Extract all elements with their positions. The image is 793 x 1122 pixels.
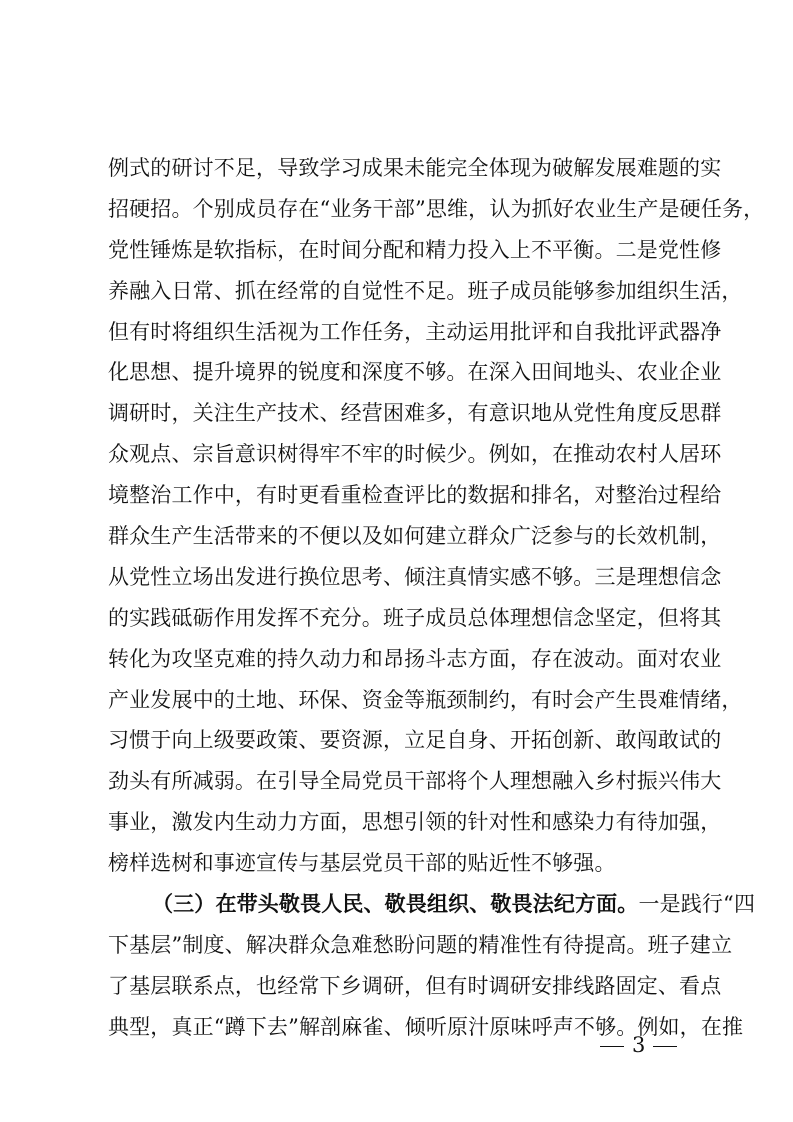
document-body bbox=[108, 148, 765, 1048]
page-number bbox=[600, 1033, 677, 1057]
body-line-18: 榜样选树和事迹宣传与基层党员干部的贴近性不够强。 bbox=[108, 851, 616, 876]
body-line-12: 的实践砥砺作用发挥不充分。班子成员总体理想信念坚定，但将其 bbox=[108, 605, 722, 630]
section-line-4: 典型，真正“蹲下去”解剖麻雀、倾听原汁原味呼声不够。例如，在推 bbox=[108, 1014, 744, 1039]
body-line-3: 党性锤炼是软指标，在时间分配和精力投入上不平衡。二是党性修 bbox=[108, 237, 722, 262]
body-line-6: 化思想、提升境界的锐度和深度不够。在深入田间地头、农业企业 bbox=[108, 360, 722, 385]
section-heading: （三）在带头敬畏人民、敬畏组织、敬畏法纪方面。 bbox=[152, 891, 639, 917]
body-line-10: 群众生产生活带来的不便以及如何建立群众广泛参与的长效机制， bbox=[108, 524, 722, 549]
body-line-15: 习惯于向上级要政策、要资源，立足自身、开拓创新、敢闯敢试的 bbox=[108, 728, 722, 753]
body-line-16: 劲头有所减弱。在引导全局党员干部将个人理想融入乡村振兴伟大 bbox=[108, 769, 722, 794]
body-line-13: 转化为攻坚克难的持久动力和昂扬斗志方面，存在波动。面对农业 bbox=[108, 646, 722, 671]
section-line-2: 下基层”制度、解决群众急难愁盼问题的精准性有待提高。班子建立 bbox=[108, 932, 733, 957]
body-line-11: 从党性立场出发进行换位思考、倾注真情实感不够。三是理想信念 bbox=[108, 564, 722, 589]
body-line-17: 事业，激发内生动力方面，思想引领的针对性和感染力有待加强， bbox=[108, 810, 722, 835]
section-line-1: 一是践行“四 bbox=[638, 892, 756, 917]
body-line-2: 招硬招。个别成员存在“业务干部”思维，认为抓好农业生产是硬任务， bbox=[108, 196, 765, 221]
body-line-9: 境整治工作中，有时更看重检查评比的数据和排名，对整治过程给 bbox=[108, 483, 722, 508]
section-first-line bbox=[108, 884, 756, 925]
right-dash bbox=[653, 1046, 677, 1048]
body-line-4: 养融入日常、抓在经常的自觉性不足。班子成员能够参加组织生活， bbox=[108, 278, 743, 303]
section-line-3: 了基层联系点，也经常下乡调研，但有时调研安排线路固定、看点 bbox=[108, 973, 722, 998]
body-line-8: 众观点、宗旨意识树得牢不牢的时候少。例如，在推动农村人居环 bbox=[108, 442, 722, 467]
body-line-7: 调研时，关注生产技术、经营困难多，有意识地从党性角度反思群 bbox=[108, 401, 722, 426]
left-dash bbox=[600, 1046, 624, 1048]
page-number-value: 3 bbox=[632, 1033, 646, 1057]
body-line-14: 产业发展中的土地、环保、资金等瓶颈制约，有时会产生畏难情绪， bbox=[108, 687, 743, 712]
body-line-1: 例式的研讨不足，导致学习成果未能完全体现为破解发展难题的实 bbox=[108, 156, 722, 180]
body-line-5: 但有时将组织生活视为工作任务，主动运用批评和自我批评武器净 bbox=[108, 319, 722, 344]
